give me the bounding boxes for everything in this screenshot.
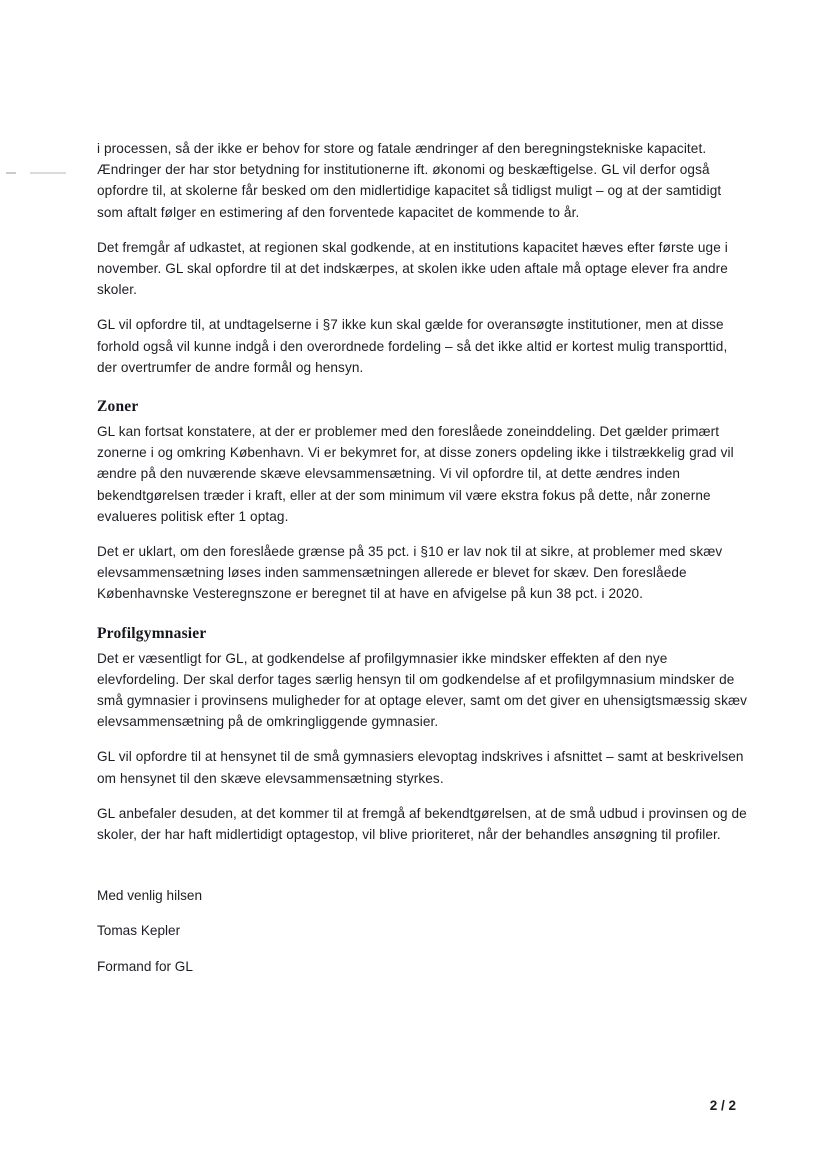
- paragraph-exceptions: GL vil opfordre til, at undtagelserne i §7 ikke kun skal gælde for overansøgte institutioner, men at disse forhold også vil kunne indgå i den overordnede fordeling – så det ikke altid er kortest mulig transporttid, der overtrumfer de andre formål og hensyn.: [97, 317, 728, 375]
- paragraph-capacity-continued: i processen, så der ikke er behov for store og fatale ændringer af den beregningstekniske kapacitet. Ændringer der har stor betydning for institutionerne ift. økonomi og beskæftigelse. GL vil derfor også opfordre til, at skolerne får besked om den midlertidige kapacitet så tidligst muligt – og at der samtidigt som aftalt følger en estimering af den forventede kapacitet de kommende to år.: [97, 141, 722, 220]
- paragraph-profile-approval: Det er væsentligt for GL, at godkendelse af profilgymnasier ikke mindsker effekten af den nye elevfordeling. Der skal derfor tages særlig hensyn til om godkendelse af et profilgymnasium mindsker de små gymnasier i provinsens muligheder for at optage elever, samt om det giver en uhensigtsmæssig skæv elevsammensætning på de omkringliggende gymnasier.: [97, 650, 748, 730]
- paragraph-region-approval: Det fremgår af udkastet, at regionen skal godkende, at en institutions kapacitet hæves efter første uge i november. GL skal opfordre til at det indskærpes, at skolen ikke uden aftale må optage elever fra andre skoler.: [97, 239, 728, 298]
- signature-salutation: Med venlig hilsen: [97, 888, 203, 904]
- signature-name: Tomas Kepler: [97, 923, 181, 939]
- signature-block: [97, 885, 749, 977]
- scan-artifact: [6, 172, 92, 174]
- paragraph-recommendation: GL anbefaler desuden, at det kommer til at fremgå af bekendtgørelsen, at de små udbud i provinsen og de skoler, der har haft midlertidigt optagestop, vil blive prioriteret, når der behandles ansøgning til profiler.: [97, 805, 747, 843]
- paragraph-zone-problems: GL kan fortsat konstatere, at der er problemer med den foreslåede zoneinddeling. Det gælder primært zonerne i og omkring København. Vi er bekymret for, at disse zoners opdeling ikke i tilstrækkelig grad vil ændre på den nuværende skæve elevsammensætning. Vi vil opfordre til, at dette ændres inden bekendtgørelsen træder i kraft, eller at der som minimum vil være ekstra fokus på dette, når zonerne evalueres politisk efter 1 optag.: [97, 424, 734, 524]
- page-number: 2 / 2: [709, 1098, 736, 1113]
- signature-title: Formand for GL: [97, 958, 193, 974]
- document-body: [97, 138, 749, 991]
- paragraph-zone-threshold: Det er uklart, om den foreslåede grænse på 35 pct. i §10 er lav nok til at sikre, at problemer med skæv elevsammensætning løses inden sammensætningen allerede er blevet for skæv. Den foreslåede Københavnske Vesteregnszone er beregnet til at have en afvigelse på kun 38 pct. i 2020.: [97, 544, 723, 602]
- section-heading-zoner: Zoner: [97, 398, 139, 416]
- section-heading-profilgymnasier: Profilgymnasier: [97, 624, 207, 642]
- paragraph-small-gymnasier: GL vil opfordre til at hensynet til de små gymnasiers elevoptag indskrives i afsnittet – samt at beskrivelsen om hensynet til den skæve elevsammensætning styrkes.: [97, 749, 744, 786]
